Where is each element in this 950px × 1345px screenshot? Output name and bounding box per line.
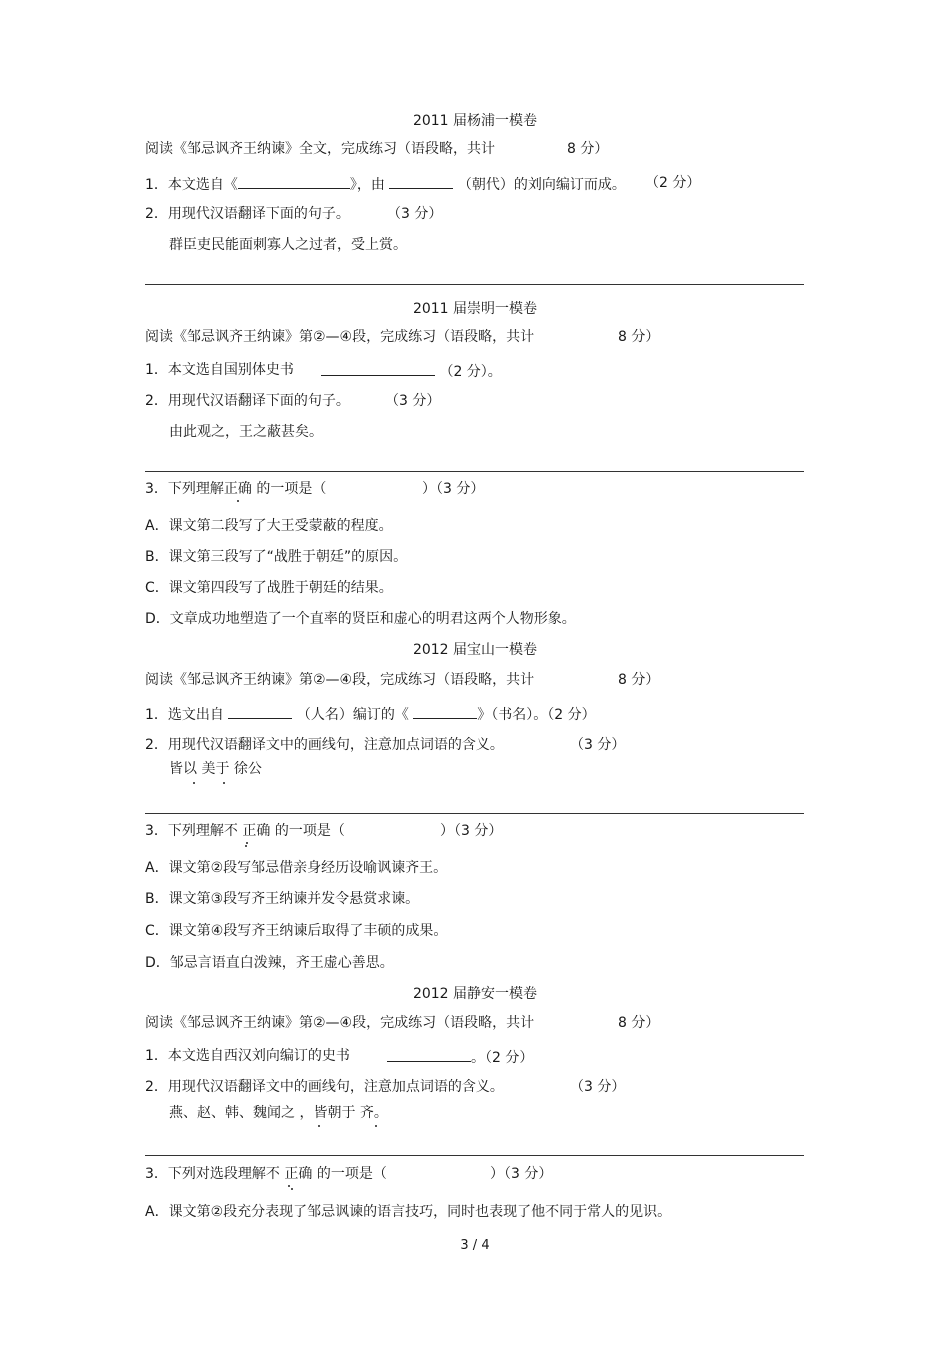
emphasis-word: 不 正确 bbox=[223, 823, 271, 839]
question-text: 》（书名）。（2 分） bbox=[477, 707, 596, 723]
answer-blank bbox=[321, 361, 435, 376]
section-title: 2011 届杨浦一模卷 bbox=[412, 113, 538, 129]
question-1: 1．本文选自西汉刘向编订的史书 bbox=[145, 1048, 350, 1064]
option-a: A．课文第二段写了大王受蒙蔽的程度。 bbox=[145, 518, 393, 534]
question-text: 1．选文出自 bbox=[145, 707, 224, 723]
question-text: 的一项是（ bbox=[256, 481, 327, 497]
question-2: 2．用现代汉语翻译下面的句子。 bbox=[145, 206, 350, 222]
page-number: 3 / 4 bbox=[460, 1238, 490, 1253]
intro-score: 8 分） bbox=[618, 1015, 660, 1031]
answer-blank bbox=[413, 704, 477, 719]
translate-sentence: 由此观之，王之蔽甚矣。 bbox=[169, 424, 323, 440]
answer-blank bbox=[228, 704, 292, 719]
translate-sentence bbox=[169, 1104, 388, 1122]
question-1 bbox=[145, 704, 596, 724]
option-d: D．邹忌言语直白泼辣，齐王虚心善思。 bbox=[145, 955, 394, 971]
option-b: B．课文第③段写齐王纳谏并发令悬赏求谏。 bbox=[145, 891, 420, 907]
answer-blank bbox=[389, 174, 453, 189]
section-title: 2012 届静安一模卷 bbox=[412, 986, 538, 1002]
question-1 bbox=[145, 174, 626, 194]
divider bbox=[145, 1155, 804, 1156]
question-text: 。（2 分） bbox=[471, 1050, 534, 1066]
question-1-answer bbox=[321, 361, 502, 381]
question-1: 1．本文选自国别体史书 bbox=[145, 362, 294, 378]
emphasis-word: 正确 bbox=[223, 481, 252, 497]
emphasis-dot bbox=[223, 782, 225, 784]
question-score: （3 分） bbox=[570, 1079, 626, 1095]
question-score: ）（3 分） bbox=[440, 823, 503, 839]
answer-blank bbox=[387, 1047, 471, 1062]
sentence-part: 齐。 bbox=[359, 1105, 388, 1121]
option-a: A．课文第②段写邹忌借亲身经历设喻讽谏齐王。 bbox=[145, 860, 448, 876]
question-text: （2 分）。 bbox=[439, 364, 502, 380]
question-3 bbox=[145, 480, 326, 498]
question-score: ）（3 分） bbox=[422, 481, 485, 497]
answer-blank bbox=[238, 174, 350, 189]
intro-score: 8 分） bbox=[618, 672, 660, 688]
emphasis-dot bbox=[193, 782, 195, 784]
divider bbox=[145, 284, 804, 285]
emphasis-word: 不 正确 bbox=[265, 1166, 313, 1182]
question-3 bbox=[145, 1165, 387, 1183]
question-text: 3．下列理解 bbox=[145, 481, 224, 497]
question-score: （3 分） bbox=[387, 206, 443, 222]
question-text: （人名）编订的《 bbox=[296, 707, 409, 723]
question-score: （3 分） bbox=[385, 393, 441, 409]
section-intro: 阅读《邹忌讽齐王纳谏》全文，完成练习（语段略，共计 bbox=[145, 141, 495, 157]
question-text: 的一项是（ bbox=[274, 823, 345, 839]
translate-sentence: 群臣吏民能面刺寡人之过者，受上赏。 bbox=[169, 237, 407, 253]
question-2: 2．用现代汉语翻译文中的画线句，注意加点词语的含义。 bbox=[145, 1079, 504, 1095]
sentence-part: ，皆朝于 bbox=[299, 1105, 356, 1121]
divider bbox=[145, 471, 804, 472]
emphasis-dot bbox=[245, 845, 247, 847]
translate-sentence: 皆以 美于 徐公 bbox=[169, 761, 262, 777]
question-2: 2．用现代汉语翻译下面的句子。 bbox=[145, 393, 350, 409]
question-score: （3 分） bbox=[570, 737, 626, 753]
question-text: 1．本文选自《 bbox=[145, 177, 238, 193]
intro-score: 8 分） bbox=[567, 141, 609, 157]
section-intro: 阅读《邹忌讽齐王纳谏》第②—④段，完成练习（语段略，共计 bbox=[145, 329, 535, 345]
question-text: 的一项是（ bbox=[316, 1166, 387, 1182]
question-score: ）（3 分） bbox=[490, 1166, 553, 1182]
divider bbox=[145, 813, 804, 814]
option-c: C．课文第四段写了战胜于朝廷的结果。 bbox=[145, 580, 393, 596]
question-2: 2．用现代汉语翻译文中的画线句，注意加点词语的含义。 bbox=[145, 737, 504, 753]
section-intro: 阅读《邹忌讽齐王纳谏》第②—④段，完成练习（语段略，共计 bbox=[145, 1015, 535, 1031]
question-text: （朝代）的刘向编订而成。 bbox=[457, 177, 626, 193]
section-title: 2012 届宝山一模卷 bbox=[412, 642, 538, 658]
section-title: 2011 届崇明一模卷 bbox=[412, 301, 538, 317]
option-b: B．课文第三段写了“战胜于朝廷”的原因。 bbox=[145, 549, 408, 565]
emphasis-dot bbox=[375, 1125, 377, 1127]
section-intro: 阅读《邹忌讽齐王纳谏》第②—④段，完成练习（语段略，共计 bbox=[145, 672, 535, 688]
question-3 bbox=[145, 822, 345, 840]
sentence-part: 燕、赵、韩、魏闻之 bbox=[169, 1105, 295, 1121]
question-1-answer bbox=[387, 1047, 533, 1067]
option-c: C．课文第④段写齐王纳谏后取得了丰硕的成果。 bbox=[145, 923, 448, 939]
emphasis-dot bbox=[291, 1188, 293, 1190]
question-text: 》，由 bbox=[349, 177, 385, 193]
emphasis-dot bbox=[318, 1125, 320, 1127]
option-d: D．文章成功地塑造了一个直率的贤臣和虚心的明君这两个人物形象。 bbox=[145, 611, 576, 627]
question-text: 3．下列理解 bbox=[145, 823, 224, 839]
option-a: A．课文第②段充分表现了邹忌讽谏的语言技巧，同时也表现了他不同于常人的见识。 bbox=[145, 1204, 672, 1220]
intro-score: 8 分） bbox=[618, 329, 660, 345]
question-score: （2 分） bbox=[645, 175, 701, 191]
question-text: 3．下列对选段理解 bbox=[145, 1166, 266, 1182]
